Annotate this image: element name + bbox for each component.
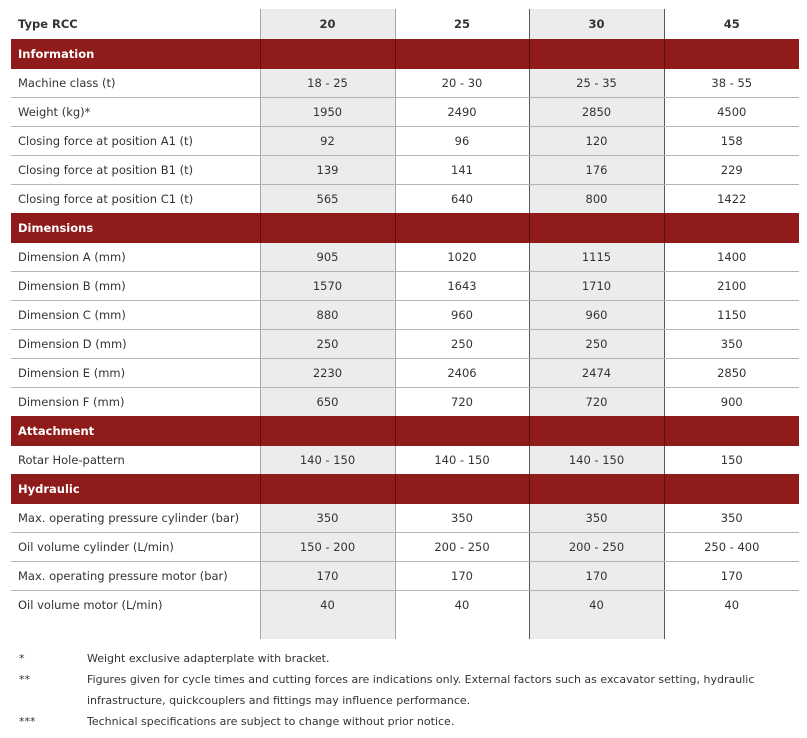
value-cell: 2406 [395,359,529,388]
table-row [11,272,799,301]
value-cell: 720 [395,388,529,417]
footnote-mark: ** [19,673,30,686]
section-cell [395,416,529,446]
header-model-30: 30 [529,9,664,39]
value-cell: 2100 [664,272,799,301]
value-cell: 40 [664,591,799,620]
value-cell: 150 - 200 [260,533,395,562]
value-cell: 2850 [529,98,664,127]
value-cell: 1400 [664,243,799,272]
tail-cell [11,619,260,639]
value-cell: 1570 [260,272,395,301]
footnote-text: Technical specifications are subject to change without prior notice. [87,715,455,728]
section-cell [395,39,529,69]
row-label: Closing force at position B1 (t) [11,156,260,185]
value-cell: 25 - 35 [529,69,664,98]
value-cell: 720 [529,388,664,417]
value-cell: 139 [260,156,395,185]
section-cell [529,213,664,243]
value-cell: 880 [260,301,395,330]
section-title: Dimensions [11,213,260,243]
row-label: Dimension A (mm) [11,243,260,272]
footnote [19,648,799,669]
value-cell: 150 [664,446,799,474]
header-type-label: Type RCC [18,17,78,31]
value-cell: 2230 [260,359,395,388]
section-cell [664,213,799,243]
row-label: Max. operating pressure cylinder (bar) [11,504,260,533]
tail-cell [395,619,529,639]
value-cell: 350 [529,504,664,533]
value-cell: 40 [529,591,664,620]
row-label: Weight (kg)* [11,98,260,127]
value-cell: 1020 [395,243,529,272]
header-model-45: 45 [664,9,799,39]
value-cell: 1422 [664,185,799,214]
table-header-row [11,9,799,39]
row-label: Closing force at position A1 (t) [11,127,260,156]
section-title: Hydraulic [11,474,260,504]
value-cell: 200 - 250 [529,533,664,562]
value-cell: 140 - 150 [395,446,529,474]
value-cell: 141 [395,156,529,185]
section-cell [260,39,395,69]
value-cell: 20 - 30 [395,69,529,98]
value-cell: 960 [395,301,529,330]
footnote-mark: *** [19,715,36,728]
table-row [11,591,799,620]
value-cell: 650 [260,388,395,417]
footnote-mark: * [19,652,25,665]
footnote [19,669,799,711]
section-header-hydraulic [11,474,799,504]
value-cell: 200 - 250 [395,533,529,562]
value-cell: 905 [260,243,395,272]
value-cell: 2474 [529,359,664,388]
value-cell: 250 - 400 [664,533,799,562]
section-cell [395,213,529,243]
row-label: Dimension B (mm) [11,272,260,301]
row-label: Closing force at position C1 (t) [18,192,194,206]
value-cell: 120 [529,127,664,156]
value-cell: 140 - 150 [260,446,395,474]
row-label: Dimension C (mm) [11,301,260,330]
value-cell: 2490 [395,98,529,127]
header-model-25: 25 [395,9,529,39]
footnotes [19,648,799,732]
value-cell: 92 [260,127,395,156]
section-title: Attachment [11,416,260,446]
table-row [11,69,799,98]
row-label: Max. operating pressure motor (bar) [11,562,260,591]
value-cell: 350 [395,504,529,533]
table-row [11,359,799,388]
tail-cell [260,619,395,639]
row-label: Dimension D (mm) [11,330,260,359]
table-row [11,562,799,591]
row-label: Dimension E (mm) [11,359,260,388]
value-cell: 1643 [395,272,529,301]
table-row [11,185,799,214]
header-model-20: 20 [260,9,395,39]
value-cell: 640 [395,185,529,214]
table-row [11,388,799,417]
row-label: Rotar Hole-pattern [18,453,125,467]
footnote-text: Figures given for cycle times and cutting forces are indications only. External factors such as excavator setting, hydraulic infrastructure, quickcouplers and fittings may influence performance. [87,673,755,707]
section-cell [260,213,395,243]
value-cell: 800 [529,185,664,214]
footnote-text: Weight exclusive adapterplate with bracket. [87,652,330,665]
value-cell: 250 [395,330,529,359]
table-row [11,156,799,185]
row-label: Machine class (t) [11,69,260,98]
section-cell [664,416,799,446]
value-cell: 170 [664,562,799,591]
table-row [11,127,799,156]
section-cell [395,474,529,504]
value-cell: 40 [395,591,529,620]
value-cell: 96 [395,127,529,156]
row-label: Oil volume motor (L/min) [18,598,163,612]
section-cell [664,474,799,504]
value-cell: 170 [529,562,664,591]
section-header-dimensions [11,213,799,243]
table-row [11,301,799,330]
value-cell: 40 [260,591,395,620]
section-cell [529,416,664,446]
value-cell: 2850 [664,359,799,388]
value-cell: 176 [529,156,664,185]
section-title: Information [11,39,260,69]
value-cell: 229 [664,156,799,185]
value-cell: 38 - 55 [664,69,799,98]
value-cell: 1115 [529,243,664,272]
value-cell: 4500 [664,98,799,127]
section-cell [260,416,395,446]
value-cell: 140 - 150 [529,446,664,474]
section-cell [664,39,799,69]
value-cell: 18 - 25 [260,69,395,98]
value-cell: 350 [664,330,799,359]
section-header-information [11,39,799,69]
value-cell: 1950 [260,98,395,127]
value-cell: 250 [260,330,395,359]
value-cell: 960 [529,301,664,330]
section-cell [529,474,664,504]
table-row [11,533,799,562]
spec-table [11,9,799,639]
table-row [11,98,799,127]
table-tail [11,619,799,639]
table-row [11,243,799,272]
value-cell: 350 [260,504,395,533]
section-cell [529,39,664,69]
table-row [11,504,799,533]
value-cell: 565 [260,185,395,214]
value-cell: 1150 [664,301,799,330]
value-cell: 900 [664,388,799,417]
value-cell: 170 [395,562,529,591]
row-label: Dimension F (mm) [18,395,125,409]
tail-cell [529,619,664,639]
value-cell: 158 [664,127,799,156]
row-label: Oil volume cylinder (L/min) [11,533,260,562]
section-cell [260,474,395,504]
value-cell: 250 [529,330,664,359]
table-row [11,330,799,359]
footnote [19,711,799,732]
value-cell: 350 [664,504,799,533]
value-cell: 1710 [529,272,664,301]
section-header-attachment [11,416,799,446]
value-cell: 170 [260,562,395,591]
tail-cell [664,619,799,639]
table-row [11,446,799,474]
